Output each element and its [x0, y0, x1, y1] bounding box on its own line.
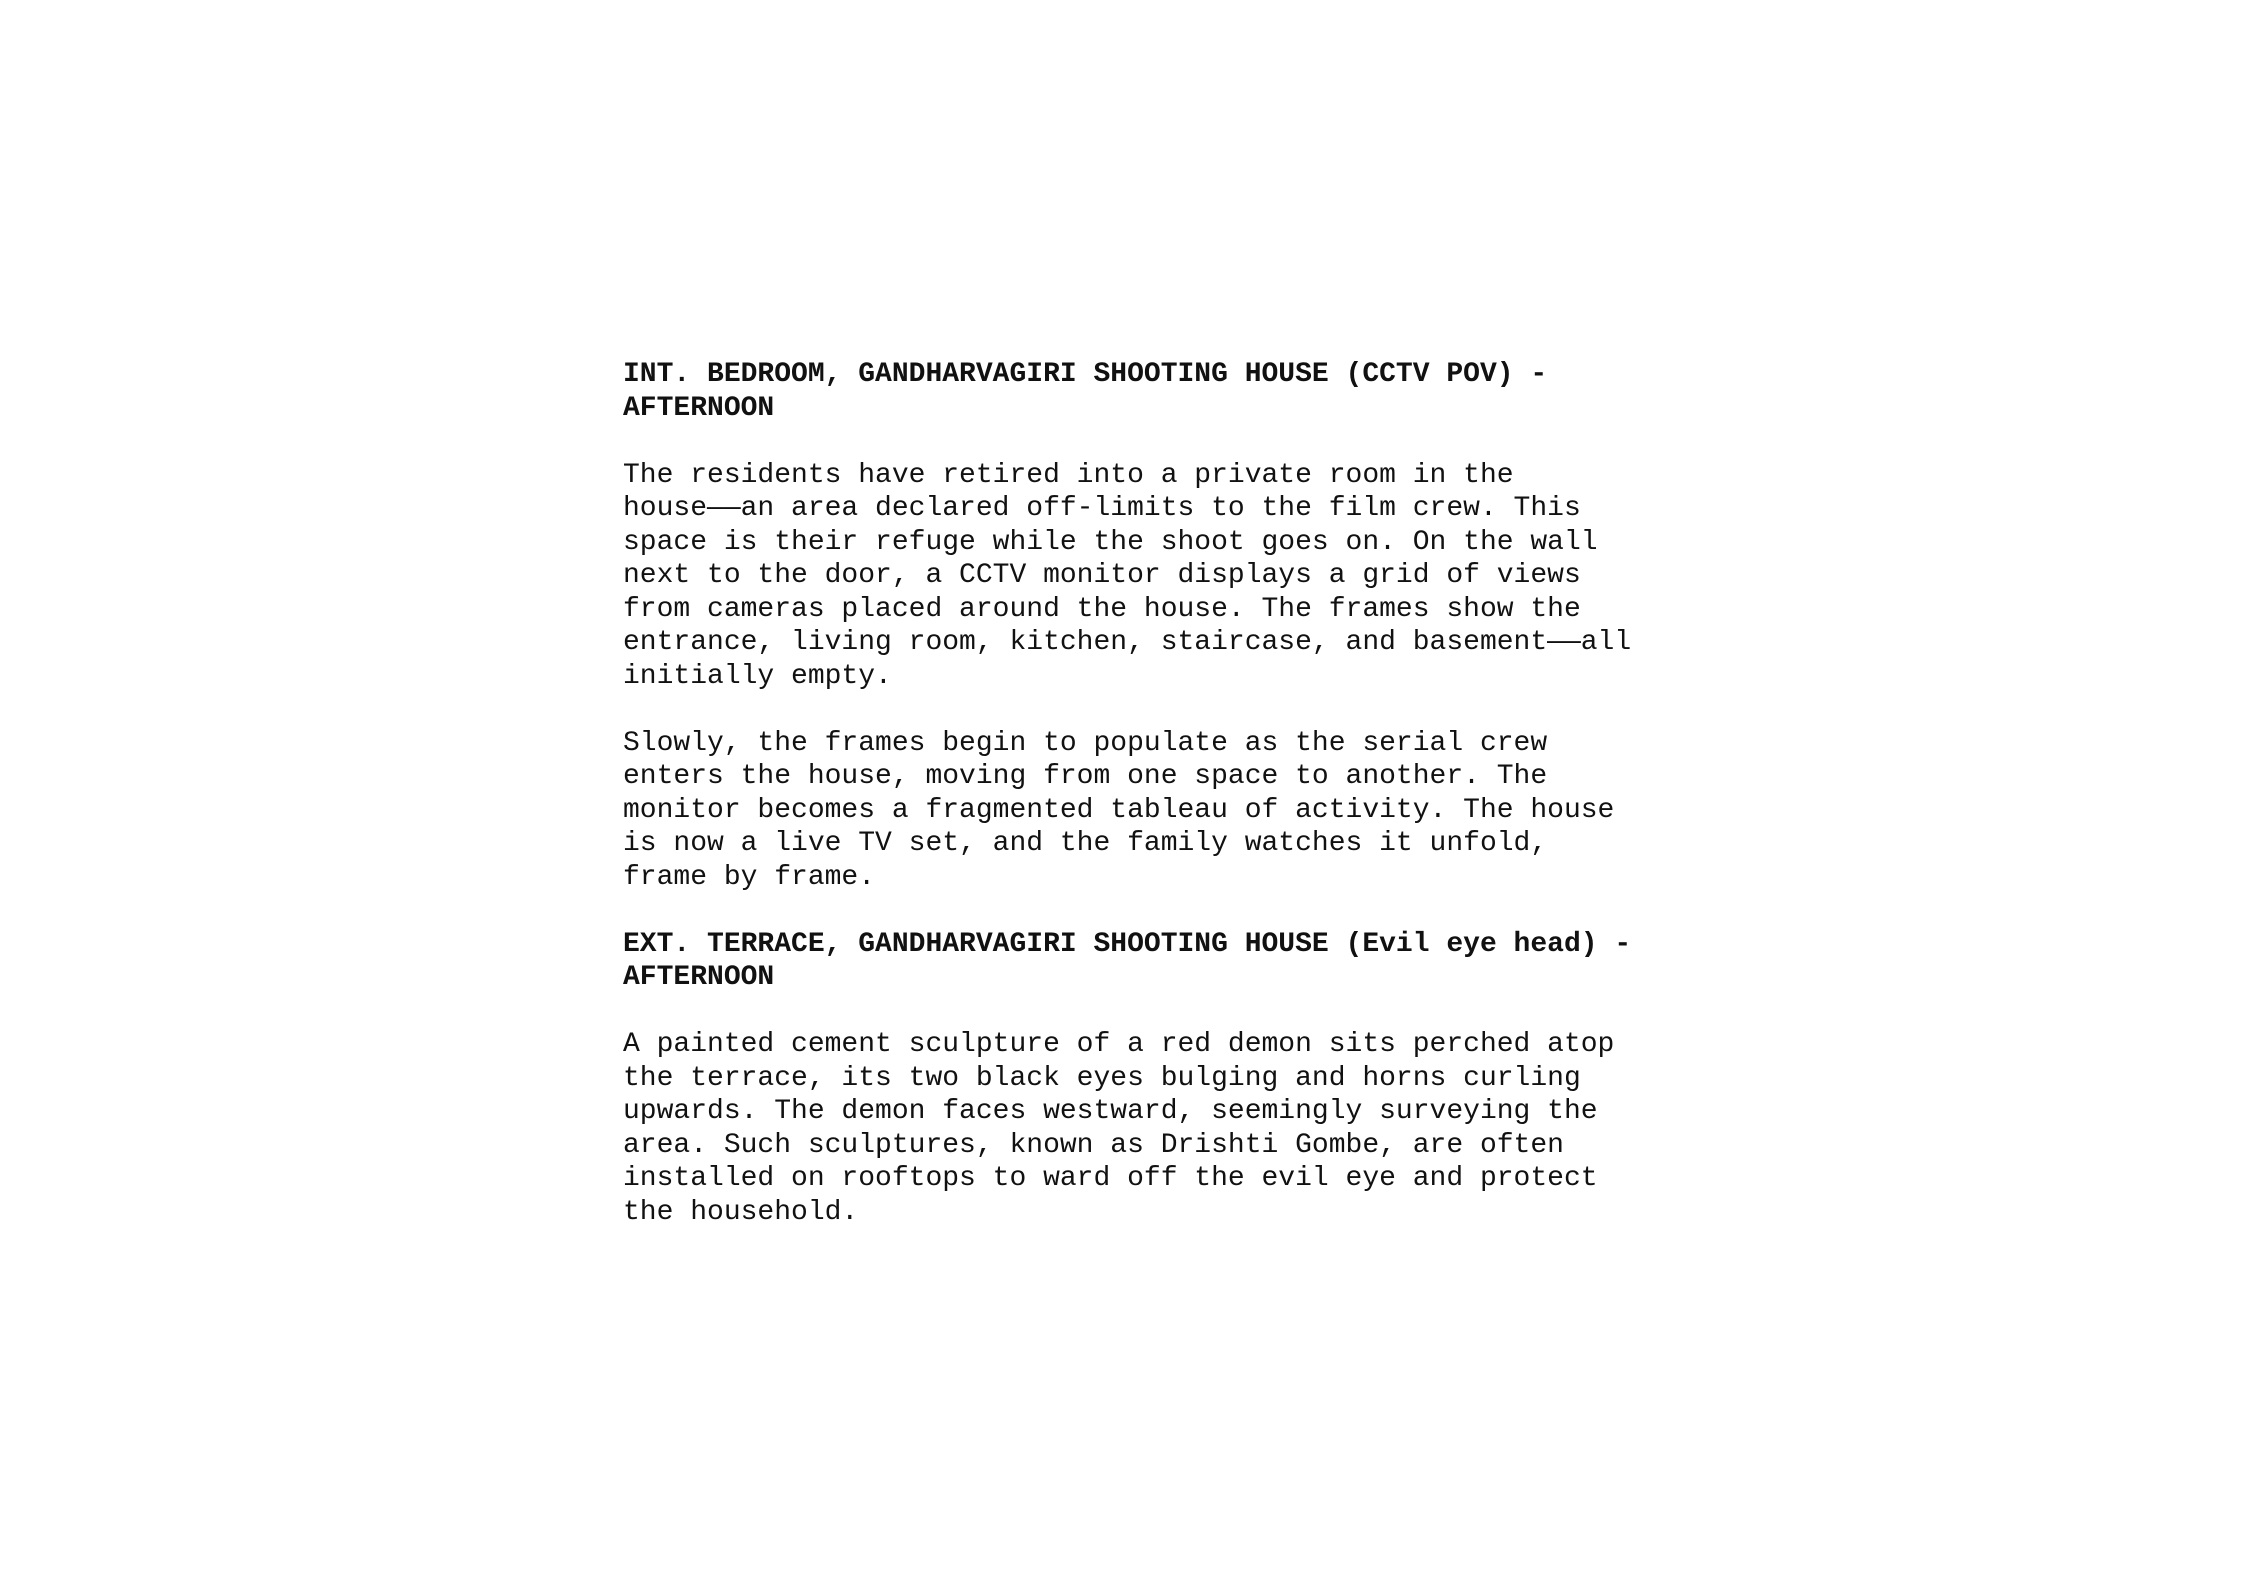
scene-heading-bedroom: INT. BEDROOM, GANDHARVAGIRI SHOOTING HOUSE (CCTV POV) - AFTERNOON — [623, 359, 1548, 424]
action-paragraph-crew: Slowly, the frames begin to populate as the serial crew enters the house, moving from one space to another. The monitor becomes a fragmented tableau of activity. The house is now a live TV set, and the family watches it unfold, frame by frame. — [623, 727, 1615, 893]
scene-heading-terrace: EXT. TERRACE, GANDHARVAGIRI SHOOTING HOUSE (Evil eye head) - AFTERNOON — [623, 928, 1632, 993]
screenplay-body — [623, 358, 1723, 1229]
action-paragraph-demon: A painted cement sculpture of a red demon sits perched atop the terrace, its two black eyes bulging and horns curling upwards. The demon faces westward, seemingly surveying the area. Such sculptures, known as Drishti Gombe, are often installed on rooftops to ward off the evil eye and protect the household. — [623, 1029, 1615, 1228]
action-paragraph-residents: The residents have retired into a private room in the house——an area declared off-limits to the film crew. This space is their refuge while the shoot goes on. On the wall next to the door, a CCTV monitor displays a grid of views from cameras placed around the house. The frames show the entrance, living room, kitchen, staircase, and basement——all initially empty. — [623, 459, 1632, 692]
